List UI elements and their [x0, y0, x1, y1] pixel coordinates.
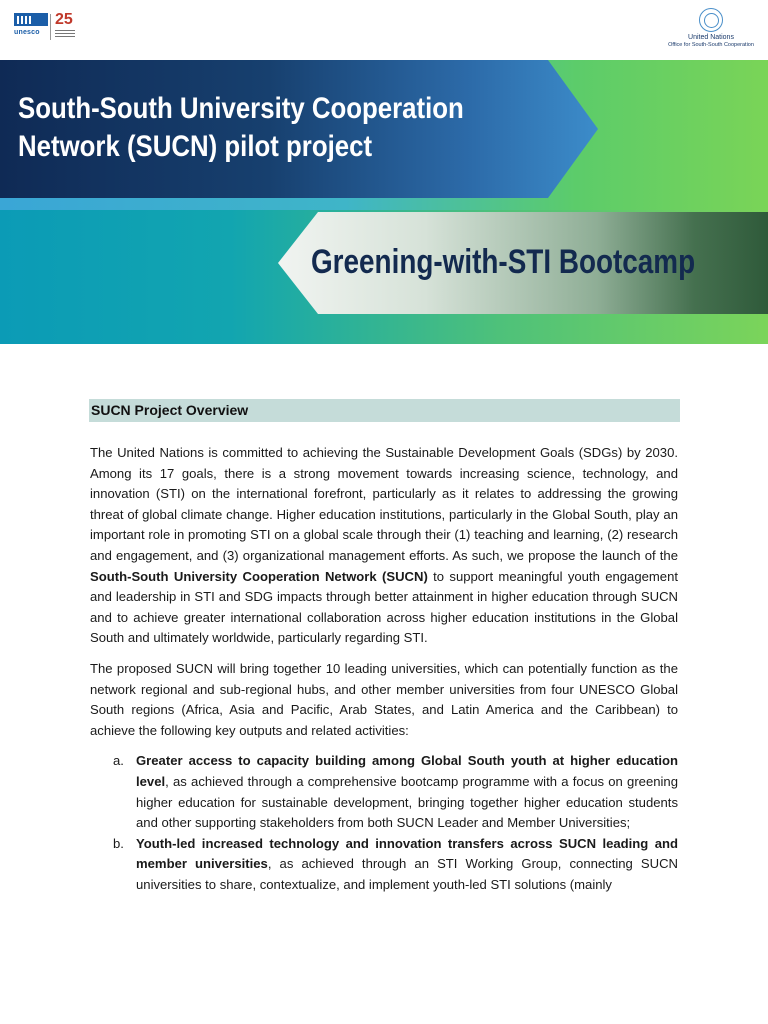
unesco-logo: [14, 13, 50, 43]
logo-divider: [50, 14, 51, 40]
un-logo-line1: United Nations: [688, 34, 734, 41]
section-heading: SUCN Project Overview: [91, 402, 249, 418]
banner-title-line1: South-South University Cooperation: [18, 92, 464, 125]
logo-bar: [0, 0, 768, 60]
outputs-list: [90, 751, 678, 895]
body-content: [90, 443, 678, 895]
list-item: [90, 751, 678, 833]
sucn-emphasis: South-South University Cooperation Network (SUCN): [90, 568, 428, 584]
un-ossc-logo: [666, 8, 756, 49]
list-marker: a.: [113, 753, 124, 769]
list-item-text: , as achieved through an STI Working Group, connecting SUCN universities to share, contextualize, and implement youth-led STI solutions (mainly: [136, 856, 679, 892]
list-marker: b.: [113, 835, 124, 851]
hero-banner: [0, 60, 768, 344]
un-emblem-icon: [699, 8, 723, 32]
paragraph-network: The proposed SUCN will bring together 10 leading universities, which can potentially function as the network regional and sub-regional hubs, and other member universities from four UNESCO Global South regions (Africa, Asia and Pacific, Arab States, and Latin America and the Caribbean) to achieve the following key outputs and related activities:: [90, 660, 678, 738]
list-item-text: , as achieved through a comprehensive bootcamp programme with a focus on greening higher education for sustainable development, bringing together higher education students and other supporting stakeholders from both SUCN Leader and Member Universities;: [136, 773, 678, 831]
anniversary-logo: [55, 12, 79, 44]
paragraph-intro: The United Nations is committed to achieving the Sustainable Development Goals (SDGs) by 2030. Among its 17 goals, there is a strong movement towards increasing science, technology, and innovation (STI) on the international forefront, particularly as it relates to addressing the growing threat of global climate change. Higher education institutions, particularly in the Global South, play an important role in promoting STI on a global scale through their (1) teaching and learning, (2) research and engagement, and (3) organizational management efforts. As such, we propose the launch of the South-South University Cooperation Network (SUCN) to support meaningful youth engagement and leadership in STI and SDG impacts through better attainment in higher education through SUCN and to achieve greater international collaboration across higher education institutions in the Global South and ultimately worldwide, particularly regarding STI.: [90, 445, 678, 646]
un-logo-line2: Office for South-South Cooperation: [668, 42, 754, 48]
banner-title: [18, 90, 482, 166]
unesco-wordmark: unesco: [14, 29, 40, 36]
list-item: [90, 834, 678, 896]
banner-title-line2: Network (SUCN) pilot project: [18, 130, 373, 163]
banner-subtitle: Greening-with-STI Bootcamp: [311, 243, 696, 281]
unesco-temple-icon: [14, 13, 48, 26]
anniversary-number: 25: [55, 11, 73, 28]
section-heading-bar: [89, 399, 680, 422]
list-item-bold: Greater access to capacity building among Global South youth at higher education level: [136, 753, 678, 789]
list-item-bold: Youth-led increased technology and innovation transfers across SUCN leading and member universities: [136, 835, 678, 872]
